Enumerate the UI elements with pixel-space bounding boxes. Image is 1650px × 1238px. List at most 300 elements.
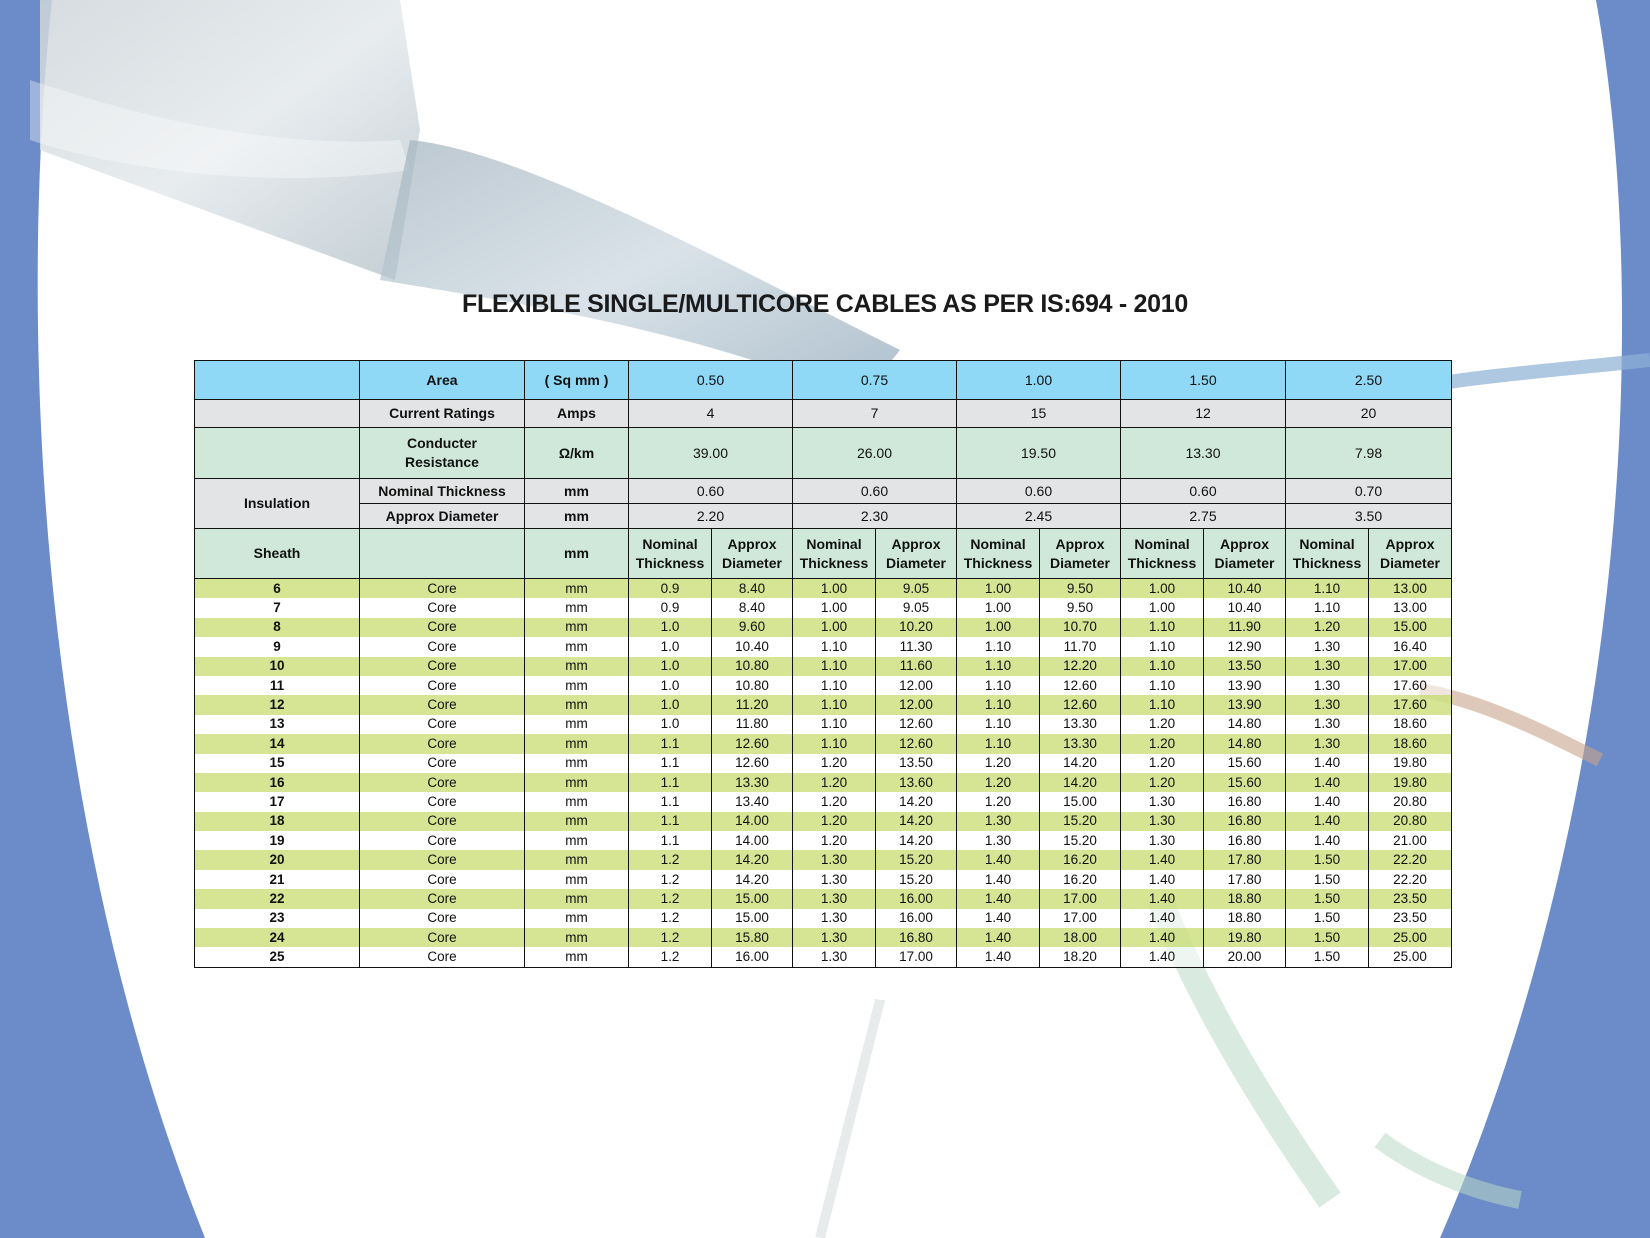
approx-diameter-cell: 14.20 bbox=[1040, 773, 1121, 792]
table-row bbox=[195, 734, 1452, 753]
area-value: 0.75 bbox=[793, 361, 957, 400]
right-blue-panel bbox=[1440, 0, 1650, 1238]
sheath-thickness-cell: 1.10 bbox=[1121, 695, 1204, 714]
sheath-thickness-cell: 1.20 bbox=[793, 831, 876, 850]
unit-cell: mm bbox=[525, 637, 629, 656]
core-count-cell: 12 bbox=[195, 695, 360, 714]
sheath-thickness-cell: 1.20 bbox=[957, 773, 1040, 792]
approx-diameter-cell: 13.60 bbox=[876, 773, 957, 792]
approx-diameter-cell: 14.20 bbox=[876, 812, 957, 831]
approx-diameter-cell: 14.20 bbox=[1040, 754, 1121, 773]
sheath-thickness-cell: 1.50 bbox=[1286, 947, 1369, 967]
blank-cell bbox=[195, 428, 360, 479]
sheath-thickness-cell: 1.00 bbox=[957, 618, 1040, 637]
sheath-thickness-cell: 1.30 bbox=[1286, 695, 1369, 714]
sheath-thickness-cell: 1.1 bbox=[629, 812, 712, 831]
approx-diameter-cell: 11.90 bbox=[1204, 618, 1286, 637]
approx-diameter-cell: 15.00 bbox=[1369, 618, 1452, 637]
sheath-thickness-cell: 1.40 bbox=[957, 889, 1040, 908]
sheath-thickness-cell: 1.00 bbox=[793, 618, 876, 637]
sheath-subheader-line2: Thickness bbox=[799, 554, 869, 571]
approx-diameter-cell: 18.80 bbox=[1204, 889, 1286, 908]
sheath-subheader-line1: Nominal bbox=[1299, 535, 1355, 552]
sheath-nominal-thickness-header bbox=[793, 529, 876, 579]
approx-diameter-cell: 12.00 bbox=[876, 676, 957, 695]
sheath-thickness-cell: 1.30 bbox=[793, 850, 876, 869]
sheath-subheader-line2: Thickness bbox=[1292, 554, 1362, 571]
area-value: 0.50 bbox=[629, 361, 793, 400]
approx-diameter-cell: 10.40 bbox=[1204, 579, 1286, 599]
core-count-cell: 14 bbox=[195, 734, 360, 753]
resistance-label-line2: Resistance bbox=[405, 454, 479, 470]
approx-diameter-cell: 25.00 bbox=[1369, 947, 1452, 967]
sheath-thickness-cell: 1.30 bbox=[957, 831, 1040, 850]
sheath-unit: mm bbox=[525, 529, 629, 579]
unit-cell: mm bbox=[525, 812, 629, 831]
current-value: 15 bbox=[957, 400, 1121, 428]
current-value: 4 bbox=[629, 400, 793, 428]
sheath-thickness-cell: 1.30 bbox=[1286, 637, 1369, 656]
sheath-subheader-line2: Thickness bbox=[1127, 554, 1197, 571]
approx-diameter-cell: 16.80 bbox=[1204, 812, 1286, 831]
current-row bbox=[195, 400, 1452, 428]
insulation-diameter-label: Approx Diameter bbox=[360, 504, 525, 529]
sheath-thickness-cell: 1.30 bbox=[1121, 812, 1204, 831]
sheath-approx-diameter-header bbox=[1204, 529, 1286, 579]
sheath-thickness-cell: 1.30 bbox=[1121, 831, 1204, 850]
unit-cell: mm bbox=[525, 657, 629, 676]
unit-cell: mm bbox=[525, 850, 629, 869]
unit-cell: mm bbox=[525, 579, 629, 599]
approx-diameter-cell: 14.20 bbox=[876, 831, 957, 850]
sheath-thickness-cell: 1.40 bbox=[1286, 792, 1369, 811]
sheath-approx-diameter-header bbox=[712, 529, 793, 579]
current-unit: Amps bbox=[525, 400, 629, 428]
core-type-cell: Core bbox=[360, 754, 525, 773]
approx-diameter-cell: 17.80 bbox=[1204, 870, 1286, 889]
sheath-label: Sheath bbox=[195, 529, 360, 579]
approx-diameter-cell: 13.00 bbox=[1369, 598, 1452, 617]
sheath-subheader-line2: Diameter bbox=[886, 554, 946, 571]
core-count-cell: 7 bbox=[195, 598, 360, 617]
unit-cell: mm bbox=[525, 734, 629, 753]
cable-spec-table bbox=[194, 360, 1452, 968]
sheath-nominal-thickness-header bbox=[629, 529, 712, 579]
sheath-thickness-cell: 1.2 bbox=[629, 947, 712, 967]
insulation-thickness-label: Nominal Thickness bbox=[360, 479, 525, 504]
approx-diameter-cell: 13.30 bbox=[712, 773, 793, 792]
sheath-thickness-cell: 1.1 bbox=[629, 754, 712, 773]
core-count-cell: 10 bbox=[195, 657, 360, 676]
core-count-cell: 15 bbox=[195, 754, 360, 773]
blank-cell bbox=[195, 400, 360, 428]
core-type-cell: Core bbox=[360, 637, 525, 656]
approx-diameter-cell: 14.00 bbox=[712, 831, 793, 850]
current-value: 7 bbox=[793, 400, 957, 428]
approx-diameter-cell: 9.50 bbox=[1040, 598, 1121, 617]
approx-diameter-cell: 17.80 bbox=[1204, 850, 1286, 869]
sheath-thickness-cell: 0.9 bbox=[629, 579, 712, 599]
approx-diameter-cell: 20.80 bbox=[1369, 792, 1452, 811]
sheath-subheader-line1: Nominal bbox=[970, 535, 1026, 552]
current-value: 20 bbox=[1286, 400, 1452, 428]
approx-diameter-cell: 14.20 bbox=[876, 792, 957, 811]
core-type-cell: Core bbox=[360, 715, 525, 734]
unit-cell: mm bbox=[525, 870, 629, 889]
core-count-cell: 13 bbox=[195, 715, 360, 734]
approx-diameter-cell: 18.00 bbox=[1040, 928, 1121, 947]
sheath-thickness-cell: 1.10 bbox=[1286, 598, 1369, 617]
sheath-thickness-cell: 1.30 bbox=[793, 947, 876, 967]
resistance-value: 39.00 bbox=[629, 428, 793, 479]
core-type-cell: Core bbox=[360, 734, 525, 753]
approx-diameter-cell: 20.80 bbox=[1369, 812, 1452, 831]
approx-diameter-cell: 10.70 bbox=[1040, 618, 1121, 637]
approx-diameter-cell: 15.60 bbox=[1204, 754, 1286, 773]
approx-diameter-cell: 16.40 bbox=[1369, 637, 1452, 656]
approx-diameter-cell: 15.60 bbox=[1204, 773, 1286, 792]
approx-diameter-cell: 17.00 bbox=[1040, 889, 1121, 908]
core-type-cell: Core bbox=[360, 579, 525, 599]
table-row bbox=[195, 792, 1452, 811]
sheath-subheader-line2: Diameter bbox=[1380, 554, 1440, 571]
core-count-cell: 23 bbox=[195, 909, 360, 928]
core-type-cell: Core bbox=[360, 676, 525, 695]
insulation-thickness-value: 0.70 bbox=[1286, 479, 1452, 504]
approx-diameter-cell: 10.40 bbox=[1204, 598, 1286, 617]
sheath-thickness-cell: 1.0 bbox=[629, 676, 712, 695]
sheath-thickness-cell: 1.1 bbox=[629, 792, 712, 811]
approx-diameter-cell: 15.80 bbox=[712, 928, 793, 947]
unit-cell: mm bbox=[525, 909, 629, 928]
sheath-subheader-line1: Nominal bbox=[642, 535, 698, 552]
approx-diameter-cell: 12.20 bbox=[1040, 657, 1121, 676]
core-count-cell: 9 bbox=[195, 637, 360, 656]
approx-diameter-cell: 19.80 bbox=[1204, 928, 1286, 947]
approx-diameter-cell: 11.70 bbox=[1040, 637, 1121, 656]
sheath-thickness-cell: 1.10 bbox=[957, 637, 1040, 656]
approx-diameter-cell: 13.90 bbox=[1204, 676, 1286, 695]
sheath-thickness-cell: 1.40 bbox=[1121, 889, 1204, 908]
sheath-thickness-cell: 1.2 bbox=[629, 850, 712, 869]
approx-diameter-cell: 11.60 bbox=[876, 657, 957, 676]
core-type-cell: Core bbox=[360, 909, 525, 928]
sheath-subheader-line1: Approx bbox=[1220, 535, 1269, 552]
sheath-subheader-line2: Diameter bbox=[722, 554, 782, 571]
unit-cell: mm bbox=[525, 773, 629, 792]
core-type-cell: Core bbox=[360, 812, 525, 831]
approx-diameter-cell: 17.60 bbox=[1369, 695, 1452, 714]
approx-diameter-cell: 19.80 bbox=[1369, 754, 1452, 773]
core-count-cell: 11 bbox=[195, 676, 360, 695]
core-count-cell: 6 bbox=[195, 579, 360, 599]
sheath-thickness-cell: 1.2 bbox=[629, 870, 712, 889]
sheath-thickness-cell: 1.2 bbox=[629, 928, 712, 947]
resistance-unit: Ω/km bbox=[525, 428, 629, 479]
insulation-thickness-row bbox=[195, 479, 1452, 504]
core-type-cell: Core bbox=[360, 947, 525, 967]
sheath-thickness-cell: 1.10 bbox=[957, 734, 1040, 753]
table-row bbox=[195, 598, 1452, 617]
current-value: 12 bbox=[1121, 400, 1286, 428]
core-count-cell: 21 bbox=[195, 870, 360, 889]
sheath-approx-diameter-header bbox=[1369, 529, 1452, 579]
core-count-cell: 18 bbox=[195, 812, 360, 831]
resistance-value: 26.00 bbox=[793, 428, 957, 479]
sheath-thickness-cell: 1.30 bbox=[793, 909, 876, 928]
approx-diameter-cell: 12.90 bbox=[1204, 637, 1286, 656]
approx-diameter-cell: 18.60 bbox=[1369, 734, 1452, 753]
sheath-thickness-cell: 1.40 bbox=[1121, 947, 1204, 967]
sheath-subheader-line1: Approx bbox=[1385, 535, 1435, 552]
resistance-label bbox=[360, 428, 525, 479]
table-row bbox=[195, 812, 1452, 831]
table-row bbox=[195, 831, 1452, 850]
blank-cell bbox=[360, 529, 525, 579]
sheath-thickness-cell: 1.0 bbox=[629, 695, 712, 714]
approx-diameter-cell: 13.40 bbox=[712, 792, 793, 811]
sheath-thickness-cell: 1.10 bbox=[957, 695, 1040, 714]
table-row bbox=[195, 618, 1452, 637]
sheath-thickness-cell: 1.50 bbox=[1286, 889, 1369, 908]
unit-cell: mm bbox=[525, 715, 629, 734]
core-count-cell: 19 bbox=[195, 831, 360, 850]
core-count-cell: 17 bbox=[195, 792, 360, 811]
sheath-thickness-cell: 1.30 bbox=[793, 928, 876, 947]
unit-cell: mm bbox=[525, 928, 629, 947]
insulation-thickness-unit: mm bbox=[525, 479, 629, 504]
area-value: 2.50 bbox=[1286, 361, 1452, 400]
sheath-thickness-cell: 1.50 bbox=[1286, 928, 1369, 947]
approx-diameter-cell: 10.80 bbox=[712, 676, 793, 695]
insulation-diameter-value: 2.75 bbox=[1121, 504, 1286, 529]
sheath-thickness-cell: 1.20 bbox=[1121, 734, 1204, 753]
sheath-thickness-cell: 1.20 bbox=[1121, 754, 1204, 773]
table-row bbox=[195, 715, 1452, 734]
sheath-thickness-cell: 1.2 bbox=[629, 889, 712, 908]
core-count-cell: 16 bbox=[195, 773, 360, 792]
sheath-thickness-cell: 1.10 bbox=[793, 715, 876, 734]
approx-diameter-cell: 14.80 bbox=[1204, 734, 1286, 753]
sheath-thickness-cell: 1.10 bbox=[793, 695, 876, 714]
approx-diameter-cell: 8.40 bbox=[712, 579, 793, 599]
sheath-thickness-cell: 1.20 bbox=[1286, 618, 1369, 637]
unit-cell: mm bbox=[525, 618, 629, 637]
sheath-thickness-cell: 1.0 bbox=[629, 618, 712, 637]
sheath-thickness-cell: 1.30 bbox=[1286, 657, 1369, 676]
insulation-diameter-value: 2.30 bbox=[793, 504, 957, 529]
sheath-thickness-cell: 1.20 bbox=[793, 754, 876, 773]
sheath-thickness-cell: 1.40 bbox=[1286, 754, 1369, 773]
table-row bbox=[195, 947, 1452, 967]
insulation-thickness-value: 0.60 bbox=[957, 479, 1121, 504]
sheath-subheader-line1: Approx bbox=[727, 535, 777, 552]
approx-diameter-cell: 14.00 bbox=[712, 812, 793, 831]
sheath-thickness-cell: 1.10 bbox=[1286, 579, 1369, 599]
insulation-label: Insulation bbox=[195, 479, 360, 529]
sheath-thickness-cell: 1.40 bbox=[1286, 812, 1369, 831]
sheath-nominal-thickness-header bbox=[957, 529, 1040, 579]
sheath-thickness-cell: 1.50 bbox=[1286, 909, 1369, 928]
sheath-thickness-cell: 1.20 bbox=[1121, 773, 1204, 792]
core-count-cell: 20 bbox=[195, 850, 360, 869]
approx-diameter-cell: 12.60 bbox=[1040, 676, 1121, 695]
sheath-thickness-cell: 1.40 bbox=[957, 870, 1040, 889]
core-count-cell: 8 bbox=[195, 618, 360, 637]
core-type-cell: Core bbox=[360, 657, 525, 676]
approx-diameter-cell: 9.60 bbox=[712, 618, 793, 637]
unit-cell: mm bbox=[525, 889, 629, 908]
approx-diameter-cell: 11.80 bbox=[712, 715, 793, 734]
table-row bbox=[195, 695, 1452, 714]
approx-diameter-cell: 15.20 bbox=[1040, 831, 1121, 850]
sheath-subheader-line2: Thickness bbox=[963, 554, 1033, 571]
approx-diameter-cell: 14.80 bbox=[1204, 715, 1286, 734]
sheath-thickness-cell: 1.00 bbox=[1121, 579, 1204, 599]
sheath-thickness-cell: 1.2 bbox=[629, 909, 712, 928]
approx-diameter-cell: 13.30 bbox=[1040, 715, 1121, 734]
sheath-thickness-cell: 1.20 bbox=[793, 792, 876, 811]
approx-diameter-cell: 12.00 bbox=[876, 695, 957, 714]
sheath-nominal-thickness-header bbox=[1121, 529, 1204, 579]
sheath-thickness-cell: 1.00 bbox=[957, 579, 1040, 599]
core-type-cell: Core bbox=[360, 928, 525, 947]
approx-diameter-cell: 8.40 bbox=[712, 598, 793, 617]
sheath-subheader-line1: Nominal bbox=[806, 535, 862, 552]
table-row bbox=[195, 870, 1452, 889]
resistance-value: 13.30 bbox=[1121, 428, 1286, 479]
sheath-thickness-cell: 1.00 bbox=[957, 598, 1040, 617]
sheath-thickness-cell: 1.10 bbox=[1121, 676, 1204, 695]
sheath-thickness-cell: 1.1 bbox=[629, 773, 712, 792]
table-row bbox=[195, 754, 1452, 773]
sheath-thickness-cell: 1.1 bbox=[629, 831, 712, 850]
resistance-row bbox=[195, 428, 1452, 479]
sheath-header-row bbox=[195, 529, 1452, 579]
insulation-diameter-value: 2.45 bbox=[957, 504, 1121, 529]
sheath-subheader-line1: Approx bbox=[1055, 535, 1105, 552]
approx-diameter-cell: 19.80 bbox=[1369, 773, 1452, 792]
sheath-thickness-cell: 1.40 bbox=[957, 928, 1040, 947]
sheath-thickness-cell: 1.00 bbox=[793, 579, 876, 599]
sheath-subheader-line2: Diameter bbox=[1050, 554, 1110, 571]
approx-diameter-cell: 17.00 bbox=[876, 947, 957, 967]
sheath-thickness-cell: 1.00 bbox=[793, 598, 876, 617]
blank-cell bbox=[195, 361, 360, 400]
sheath-thickness-cell: 1.10 bbox=[793, 637, 876, 656]
core-type-cell: Core bbox=[360, 618, 525, 637]
sheath-thickness-cell: 1.40 bbox=[957, 909, 1040, 928]
unit-cell: mm bbox=[525, 754, 629, 773]
approx-diameter-cell: 12.60 bbox=[712, 734, 793, 753]
core-type-cell: Core bbox=[360, 792, 525, 811]
core-type-cell: Core bbox=[360, 773, 525, 792]
core-type-cell: Core bbox=[360, 870, 525, 889]
approx-diameter-cell: 16.20 bbox=[1040, 850, 1121, 869]
table-row bbox=[195, 773, 1452, 792]
sheath-thickness-cell: 0.9 bbox=[629, 598, 712, 617]
approx-diameter-cell: 15.20 bbox=[876, 870, 957, 889]
approx-diameter-cell: 22.20 bbox=[1369, 850, 1452, 869]
approx-diameter-cell: 23.50 bbox=[1369, 909, 1452, 928]
approx-diameter-cell: 15.00 bbox=[712, 909, 793, 928]
sheath-thickness-cell: 1.10 bbox=[1121, 657, 1204, 676]
table-row bbox=[195, 928, 1452, 947]
approx-diameter-cell: 9.50 bbox=[1040, 579, 1121, 599]
sheath-thickness-cell: 1.20 bbox=[1121, 715, 1204, 734]
approx-diameter-cell: 13.00 bbox=[1369, 579, 1452, 599]
table-row bbox=[195, 909, 1452, 928]
sheath-subheader-line2: Diameter bbox=[1214, 554, 1275, 571]
sheath-thickness-cell: 1.10 bbox=[957, 657, 1040, 676]
core-count-cell: 25 bbox=[195, 947, 360, 967]
area-value: 1.50 bbox=[1121, 361, 1286, 400]
sheath-thickness-cell: 1.0 bbox=[629, 715, 712, 734]
table-row bbox=[195, 637, 1452, 656]
sheath-thickness-cell: 1.10 bbox=[793, 676, 876, 695]
sheath-thickness-cell: 1.40 bbox=[1121, 928, 1204, 947]
sheath-thickness-cell: 1.10 bbox=[1121, 618, 1204, 637]
approx-diameter-cell: 9.05 bbox=[876, 598, 957, 617]
core-count-cell: 22 bbox=[195, 889, 360, 908]
approx-diameter-cell: 18.60 bbox=[1369, 715, 1452, 734]
sheath-thickness-cell: 1.20 bbox=[793, 812, 876, 831]
approx-diameter-cell: 17.00 bbox=[1040, 909, 1121, 928]
sheath-thickness-cell: 1.30 bbox=[1286, 715, 1369, 734]
sheath-thickness-cell: 1.0 bbox=[629, 637, 712, 656]
core-type-cell: Core bbox=[360, 695, 525, 714]
insulation-thickness-value: 0.60 bbox=[629, 479, 793, 504]
current-label: Current Ratings bbox=[360, 400, 525, 428]
sheath-thickness-cell: 1.10 bbox=[957, 715, 1040, 734]
sheath-approx-diameter-header bbox=[1040, 529, 1121, 579]
approx-diameter-cell: 12.60 bbox=[1040, 695, 1121, 714]
sheath-thickness-cell: 1.10 bbox=[1121, 637, 1204, 656]
resistance-label-line1: Conducter bbox=[407, 435, 477, 451]
unit-cell: mm bbox=[525, 695, 629, 714]
approx-diameter-cell: 23.50 bbox=[1369, 889, 1452, 908]
table-row bbox=[195, 850, 1452, 869]
core-type-cell: Core bbox=[360, 598, 525, 617]
sheath-thickness-cell: 1.30 bbox=[957, 812, 1040, 831]
area-value: 1.00 bbox=[957, 361, 1121, 400]
approx-diameter-cell: 16.20 bbox=[1040, 870, 1121, 889]
sheath-thickness-cell: 1.40 bbox=[1286, 831, 1369, 850]
approx-diameter-cell: 10.80 bbox=[712, 657, 793, 676]
sheath-thickness-cell: 1.00 bbox=[1121, 598, 1204, 617]
sheath-thickness-cell: 1.10 bbox=[793, 734, 876, 753]
insulation-diameter-value: 2.20 bbox=[629, 504, 793, 529]
core-type-cell: Core bbox=[360, 889, 525, 908]
approx-diameter-cell: 16.80 bbox=[876, 928, 957, 947]
sheath-thickness-cell: 1.10 bbox=[793, 657, 876, 676]
sheath-thickness-cell: 1.40 bbox=[1121, 870, 1204, 889]
approx-diameter-cell: 16.00 bbox=[876, 909, 957, 928]
insulation-thickness-value: 0.60 bbox=[1121, 479, 1286, 504]
sheath-thickness-cell: 1.20 bbox=[793, 773, 876, 792]
table-row bbox=[195, 676, 1452, 695]
sheath-thickness-cell: 1.10 bbox=[957, 676, 1040, 695]
approx-diameter-cell: 21.00 bbox=[1369, 831, 1452, 850]
resistance-value: 7.98 bbox=[1286, 428, 1452, 479]
sheath-thickness-cell: 1.30 bbox=[793, 889, 876, 908]
sheath-subheader-line1: Nominal bbox=[1134, 535, 1190, 552]
sheath-thickness-cell: 1.40 bbox=[1286, 773, 1369, 792]
approx-diameter-cell: 12.60 bbox=[876, 734, 957, 753]
core-type-cell: Core bbox=[360, 831, 525, 850]
approx-diameter-cell: 11.20 bbox=[712, 695, 793, 714]
sheath-thickness-cell: 1.50 bbox=[1286, 850, 1369, 869]
